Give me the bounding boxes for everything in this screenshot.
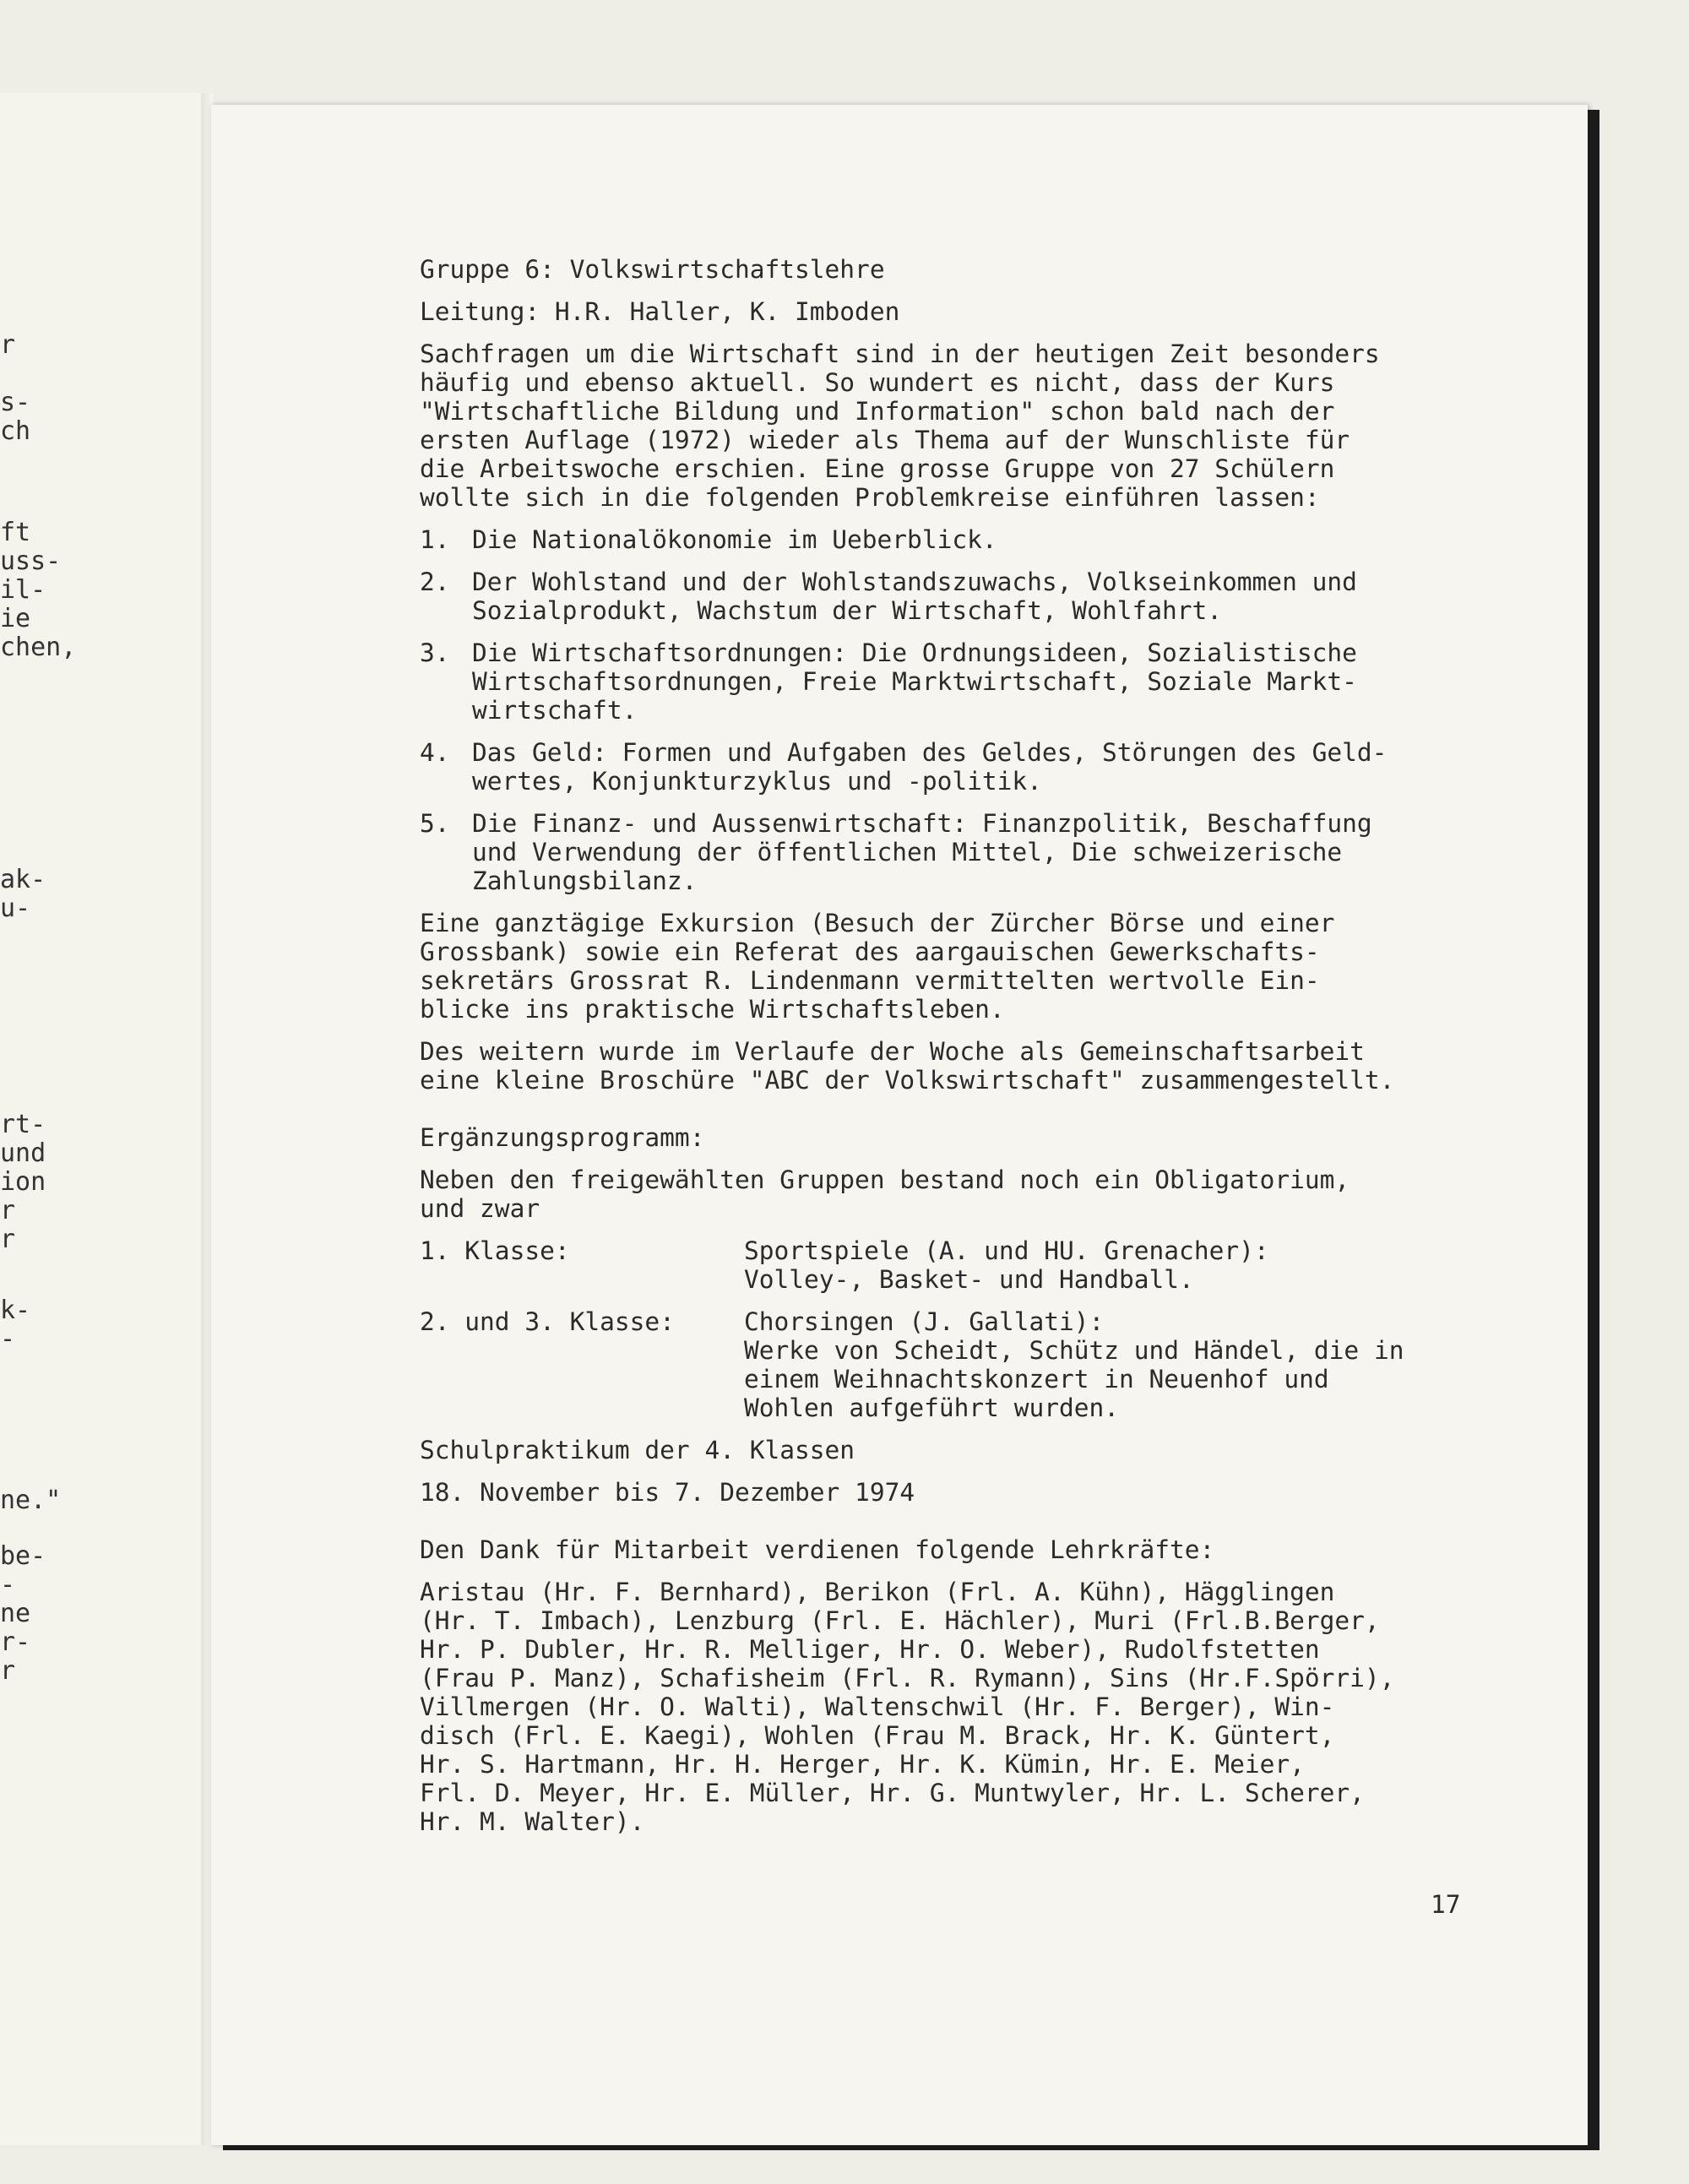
left-page-fragment: ch (0, 416, 31, 446)
left-page-fragment: ak- (0, 865, 46, 894)
list-item (420, 738, 1551, 796)
list-item (420, 568, 1551, 625)
broschuere-paragraph: Des weitern wurde im Verlaufe der Woche als Gemeinschaftsarbeit eine kleine Broschüre "ABC der Volkswirtschaft" zusammengestellt. (420, 1037, 1395, 1095)
left-page-fragment: ft (0, 518, 31, 547)
left-page-fragment: u- (0, 894, 31, 923)
list-number: 4. (420, 738, 450, 767)
exkursion-paragraph: Eine ganztägige Exkursion (Besuch der Zürcher Börse und einer Grossbank) sowie ein Referat des aargauischen Gewerkschafts- sekretärs Grossrat R. Lindenmann vermittelten wertvolle Ein- blicke ins praktische Wirtschaftsleben. (420, 909, 1335, 1024)
list-text: Die Wirtschaftsordnungen: Die Ordnungsideen, Sozialistische Wirtschaftsordnungen, Freie Marktwirtschaft, Soziale Markt- wirtschaft. (472, 638, 1357, 725)
program-row (420, 1236, 1551, 1294)
left-page-fragment: chen, (0, 633, 77, 662)
leitung-line: Leitung: H.R. Haller, K. Imboden (420, 297, 900, 326)
ergaenzung-heading: Ergänzungsprogramm: (420, 1123, 705, 1152)
list-item (420, 525, 1551, 554)
left-page-fragment: rt- (0, 1110, 46, 1139)
program-description: Sportspiele (A. und HU. Grenacher): Volley-, Basket- und Handball. (744, 1236, 1269, 1294)
list-text: Die Nationalökonomie im Ueberblick. (472, 525, 997, 554)
left-page-fragment: r (0, 1225, 16, 1254)
left-page-fragment: ne (0, 1599, 31, 1628)
left-page-fragment: be- (0, 1541, 46, 1571)
left-page-fragment: und (0, 1138, 46, 1168)
left-page-fragment: - (0, 1570, 16, 1600)
section-heading: Gruppe 6: Volkswirtschaftslehre (420, 255, 885, 284)
list-text: Das Geld: Formen und Aufgaben des Geldes, Störungen des Geld- wertes, Konjunkturzyklus und -politik. (472, 738, 1388, 796)
program-class: 2. und 3. Klasse: (420, 1307, 675, 1336)
list-number: 1. (420, 525, 450, 554)
topic-list (420, 525, 1551, 895)
list-number: 2. (420, 568, 450, 596)
program-description: Chorsingen (J. Gallati): Werke von Scheidt, Schütz und Händel, die in einem Weihnachtskonzert in Neuenhof und Wohlen aufgeführt wurden. (744, 1307, 1404, 1422)
intro-paragraph: Sachfragen um die Wirtschaft sind in der heutigen Zeit besonders häufig und ebenso aktuell. So wundert es nicht, dass der Kurs "Wirtschaftliche Bildung und Information" schon bald nach der ersten Auflage (1972) wieder als Thema auf der Wunschliste für die Arbeitswoche erschien. Eine grosse Gruppe von 27 Schülern wollte sich in die folgenden Problemkreise einführen lassen: (420, 340, 1380, 512)
left-page-fragment: il- (0, 575, 46, 605)
program-row (420, 1307, 1551, 1422)
left-page-fragment: r (0, 330, 16, 360)
page-number: 17 (1431, 1890, 1461, 1919)
list-number: 3. (420, 638, 450, 667)
left-page-fragment: ion (0, 1167, 46, 1197)
left-page-fragment: ie (0, 604, 31, 633)
left-page-fragment: s- (0, 388, 31, 417)
left-page-fragment: ne." (0, 1486, 62, 1515)
praktikum-date: 18. November bis 7. Dezember 1974 (420, 1478, 915, 1507)
left-page-fragment: k- (0, 1296, 31, 1325)
ergaenzung-intro: Neben den freigewählten Gruppen bestand noch ein Obligatorium, und zwar (420, 1165, 1350, 1223)
dank-line: Den Dank für Mitarbeit verdienen folgende Lehrkräfte: (420, 1535, 1215, 1564)
list-item (420, 809, 1551, 895)
list-text: Die Finanz- und Aussenwirtschaft: Finanzpolitik, Beschaffung und Verwendung der öffentlichen Mittel, Die schweizerische Zahlungsbilanz. (472, 809, 1372, 895)
lehrkraefte-paragraph: Aristau (Hr. F. Bernhard), Berikon (Frl. A. Kühn), Hägglingen (Hr. T. Imbach), Lenzburg (Frl. E. Hächler), Muri (Frl.B.Berger, Hr. P. Dubler, Hr. R. Melliger, Hr. O. Weber), Rudolfstetten (Frau P. Manz), Schafisheim (Frl. R. Rymann), Sins (Hr.F.Spörri), Villmergen (Hr. O. Walti), Waltenschwil (Hr. F. Berger), Win- disch (Frl. E. Kaegi), Wohlen (Frau M. Brack, Hr. K. Güntert, Hr. S. Hartmann, Hr. H. Herger, Hr. K. Kümin, Hr. E. Meier, Frl. D. Meyer, Hr. E. Müller, Hr. G. Muntwyler, Hr. L. Scherer, Hr. M. Walter). (420, 1578, 1395, 1836)
list-number: 5. (420, 809, 450, 838)
left-page-fragment: r (0, 1196, 16, 1225)
list-item (420, 638, 1551, 725)
praktikum-heading: Schulpraktikum der 4. Klassen (420, 1436, 855, 1464)
left-page-fragment: - (0, 1324, 16, 1354)
page-content (420, 255, 1551, 1850)
program-class: 1. Klasse: (420, 1236, 570, 1265)
list-text: Der Wohlstand und der Wohlstandszuwachs, Volkseinkommen und Sozialprodukt, Wachstum der Wirtschaft, Wohlfahrt. (472, 568, 1357, 625)
left-page-fragment: r (0, 1656, 16, 1686)
left-page-fragment: r- (0, 1627, 31, 1657)
left-page-fragment: uss- (0, 546, 62, 576)
page-edge-shadow (1588, 110, 1598, 2145)
